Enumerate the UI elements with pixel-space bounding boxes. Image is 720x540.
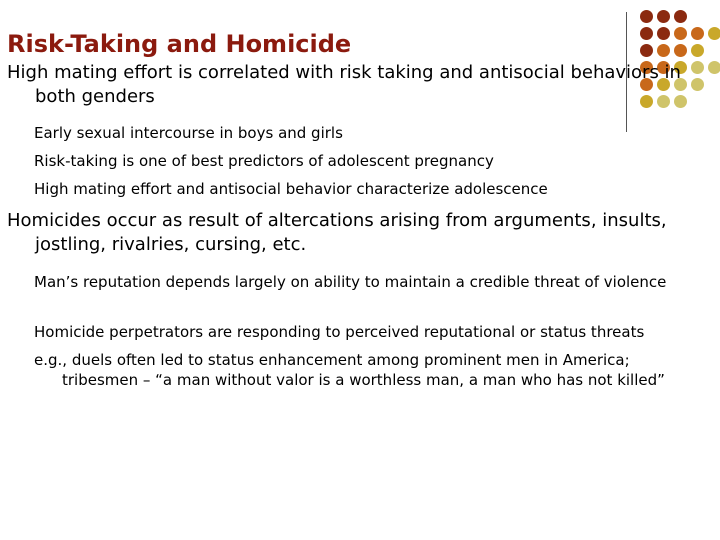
sub-bullet-2-2: Homicide perpetrators are responding to perceived reputational or status threats [34,323,645,341]
dot [640,10,653,23]
dot [708,27,720,40]
dot [657,44,670,57]
dot [674,44,687,57]
bullet-2: Homicides occur as result of altercations arising from arguments, insults, jostling, rivalries, cursing, etc. [7,210,667,255]
dot [674,27,687,40]
dot [691,44,704,57]
sub-bullet-1-3: High mating effort and antisocial behavior characterize adolescence [34,180,548,198]
dot [691,27,704,40]
sub-bullet-1-2: Risk-taking is one of best predictors of adolescent pregnancy [34,152,494,170]
dot [674,10,687,23]
sub-bullet-2-1: Man’s reputation depends largely on ability to maintain a credible threat of violence [34,273,667,291]
dot [640,27,653,40]
dot [657,27,670,40]
dot [657,10,670,23]
slide-title: Risk-Taking and Homicide [7,30,352,58]
sub-bullet-2-3: e.g., duels often led to status enhancement among prominent men in America; tribesmen – “a man without valor is a worthless man, a man who has not killed” [34,351,665,389]
dot [640,44,653,57]
dot [708,61,720,74]
bullet-1: High mating effort is correlated with risk taking and antisocial behaviors in both genders [7,62,681,107]
sub-bullet-1-1: Early sexual intercourse in boys and girls [34,124,343,142]
